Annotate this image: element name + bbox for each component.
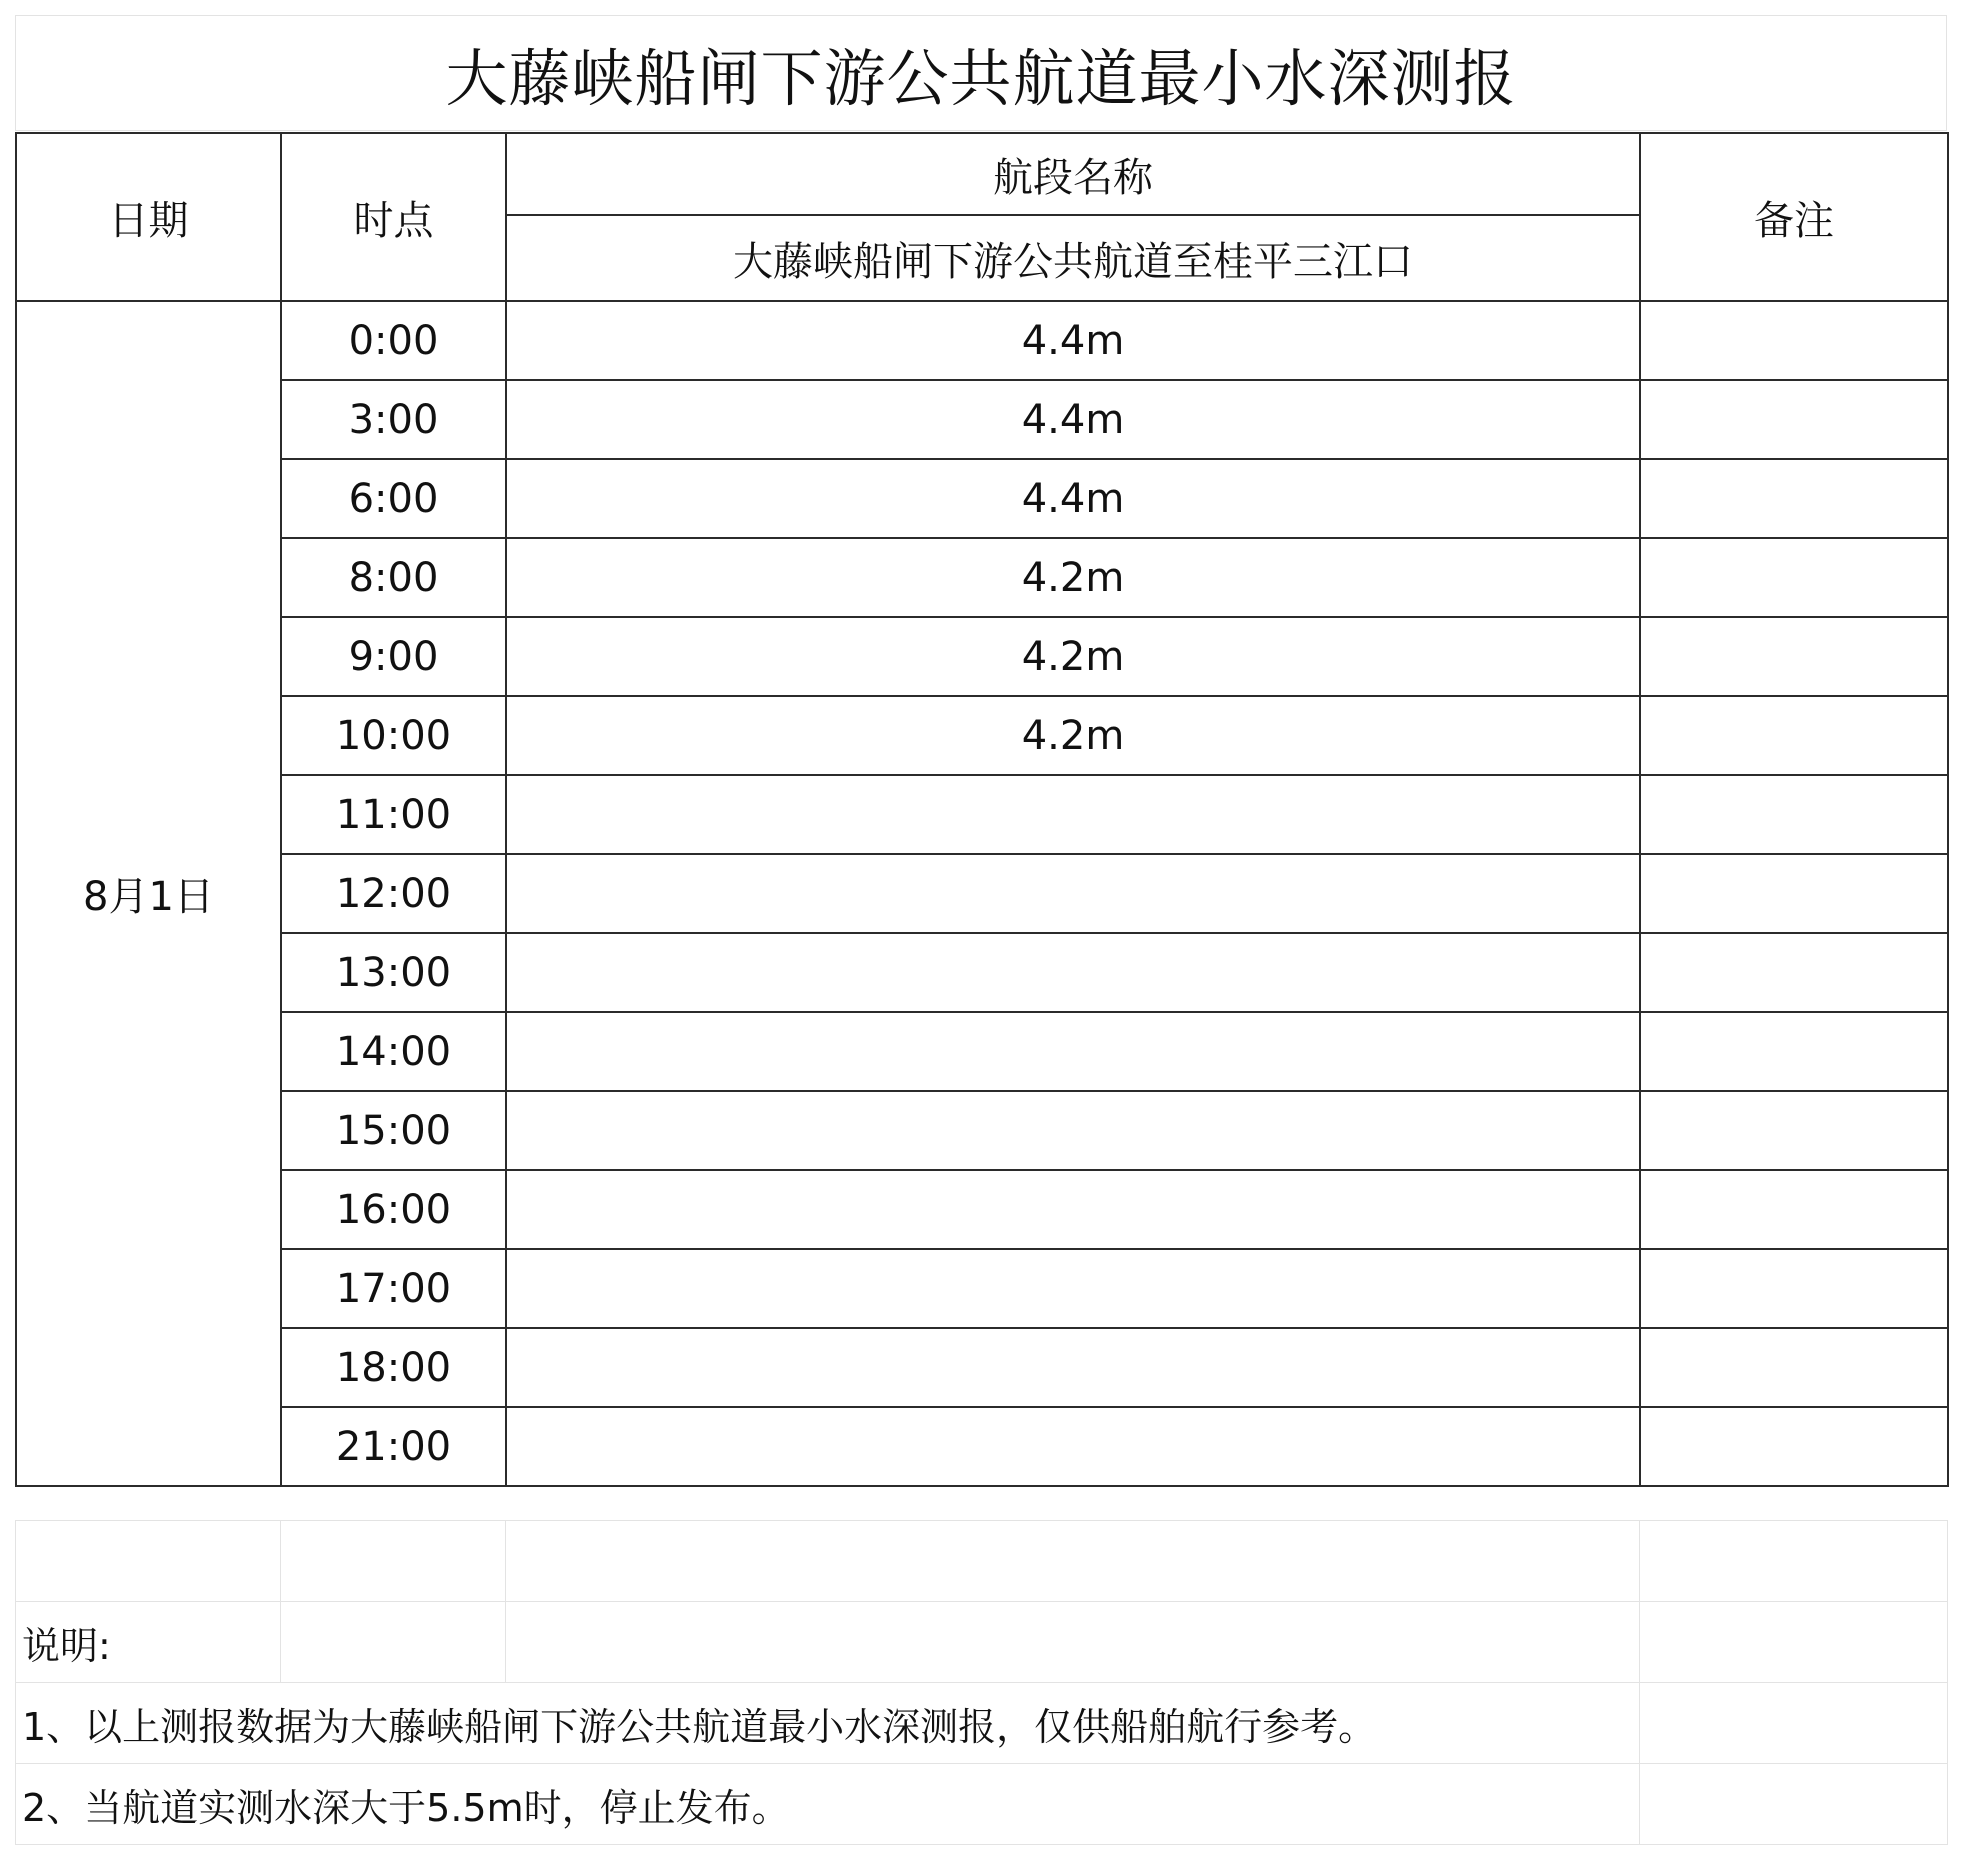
- notes-heading: 说明:: [16, 1602, 281, 1683]
- notes-line-1-row: [16, 1683, 1948, 1764]
- time-cell: 6:00: [281, 459, 506, 538]
- depth-table: [15, 132, 1949, 1487]
- time-cell: 15:00: [281, 1091, 506, 1170]
- table-row: [16, 1328, 1948, 1407]
- remark-cell: [1640, 1328, 1948, 1407]
- table-row: [16, 1170, 1948, 1249]
- depth-cell: [506, 1328, 1640, 1407]
- time-cell: 10:00: [281, 696, 506, 775]
- time-cell: 16:00: [281, 1170, 506, 1249]
- date-cell: 8月1日: [16, 301, 281, 1486]
- depth-cell: [506, 775, 1640, 854]
- remark-cell: [1640, 1091, 1948, 1170]
- depth-cell: 4.4m: [506, 301, 1640, 380]
- table-row: [16, 380, 1948, 459]
- remark-cell: [1640, 854, 1948, 933]
- notes-heading-row: [16, 1602, 1948, 1683]
- remark-cell: [1640, 538, 1948, 617]
- remark-cell: [1640, 933, 1948, 1012]
- time-cell: 18:00: [281, 1328, 506, 1407]
- time-cell: 13:00: [281, 933, 506, 1012]
- remark-cell: [1640, 301, 1948, 380]
- depth-cell: 4.2m: [506, 538, 1640, 617]
- header-time: 时点: [281, 133, 506, 301]
- table-row: [16, 301, 1948, 380]
- table-row: [16, 1249, 1948, 1328]
- header-section-group: 航段名称: [506, 133, 1640, 215]
- remark-cell: [1640, 459, 1948, 538]
- time-cell: 11:00: [281, 775, 506, 854]
- header-row: [16, 133, 1948, 215]
- table-row: [16, 617, 1948, 696]
- depth-cell: [506, 1249, 1640, 1328]
- report-sheet: [15, 15, 1947, 1845]
- time-cell: 3:00: [281, 380, 506, 459]
- notes-line-1: 1、以上测报数据为大藤峡船闸下游公共航道最小水深测报，仅供船舶航行参考。: [16, 1683, 1640, 1764]
- table-row: [16, 696, 1948, 775]
- remark-cell: [1640, 1407, 1948, 1486]
- remark-cell: [1640, 775, 1948, 854]
- title-row: [15, 15, 1947, 131]
- table-row: [16, 1407, 1948, 1486]
- blank-row: [16, 1521, 1948, 1602]
- notes-line-2: 2、当航道实测水深大于5.5m时，停止发布。: [16, 1764, 1640, 1845]
- table-row: [16, 538, 1948, 617]
- table-row: [16, 459, 1948, 538]
- time-cell: 9:00: [281, 617, 506, 696]
- depth-cell: [506, 1091, 1640, 1170]
- depth-cell: [506, 1170, 1640, 1249]
- remark-cell: [1640, 617, 1948, 696]
- remark-cell: [1640, 380, 1948, 459]
- report-title: 大藤峡船闸下游公共航道最小水深测报: [445, 41, 1517, 115]
- depth-cell: [506, 933, 1640, 1012]
- depth-cell: 4.2m: [506, 617, 1640, 696]
- table-row: [16, 1012, 1948, 1091]
- remark-cell: [1640, 1012, 1948, 1091]
- table-row: [16, 854, 1948, 933]
- remark-cell: [1640, 1170, 1948, 1249]
- time-cell: 8:00: [281, 538, 506, 617]
- depth-cell: 4.2m: [506, 696, 1640, 775]
- header-date: 日期: [16, 133, 281, 301]
- time-cell: 0:00: [281, 301, 506, 380]
- depth-cell: [506, 1012, 1640, 1091]
- table-row: [16, 1091, 1948, 1170]
- remark-cell: [1640, 1249, 1948, 1328]
- time-cell: 12:00: [281, 854, 506, 933]
- depth-cell: [506, 854, 1640, 933]
- depth-cell: 4.4m: [506, 459, 1640, 538]
- depth-cell: [506, 1407, 1640, 1486]
- notes-table: [15, 1520, 1948, 1845]
- header-section-name: 大藤峡船闸下游公共航道至桂平三江口: [506, 215, 1640, 301]
- table-row: [16, 775, 1948, 854]
- header-remarks: 备注: [1640, 133, 1948, 301]
- notes-line-2-row: [16, 1764, 1948, 1845]
- time-cell: 14:00: [281, 1012, 506, 1091]
- depth-cell: 4.4m: [506, 380, 1640, 459]
- time-cell: 17:00: [281, 1249, 506, 1328]
- table-row: [16, 933, 1948, 1012]
- remark-cell: [1640, 696, 1948, 775]
- time-cell: 21:00: [281, 1407, 506, 1486]
